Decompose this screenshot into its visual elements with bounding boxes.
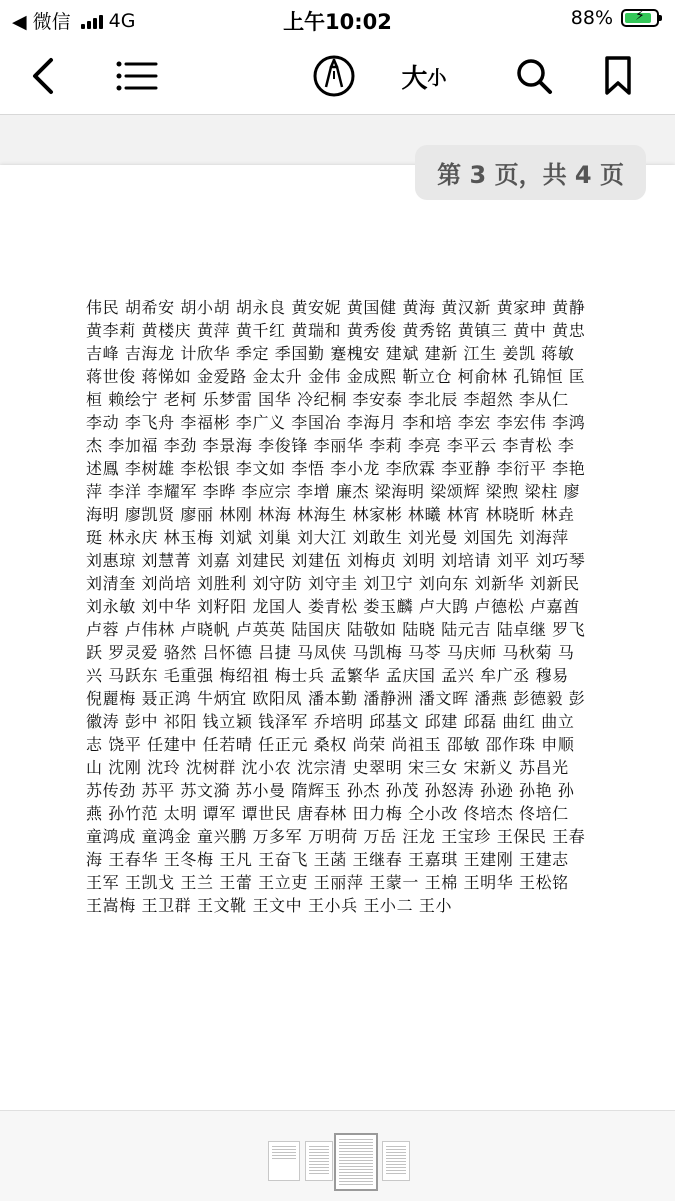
outline-button[interactable] bbox=[112, 54, 160, 98]
annotate-button[interactable] bbox=[310, 54, 358, 98]
page-indicator: 第 3 页，共 4 页 bbox=[415, 145, 646, 200]
bookmark-button[interactable] bbox=[598, 54, 638, 98]
thumbnail-page-2[interactable] bbox=[305, 1141, 333, 1181]
toolbar bbox=[0, 38, 675, 115]
page-text: 伟民 胡希安 胡小胡 胡永良 黄安妮 黄国健 黄海 黄汉新 黄家珅 黄静 黄李莉 黄楼庆 黄萍 黄千红 黄瑞和 黄秀俊 黄秀铭 黄镇三 黄中 黄忠 吉峰 吉海龙 计欣华 季定 季国勤 蹇槐安 建斌 建新 江生 姜凯 蒋敏 蒋世俊 蒋悌如 金爱路 金太升 金伟 金成熙 靳立仓 柯俞林 孔锦恒 匡桓 赖绘宁 老柯 乐梦雷 国华 冷纪桐 李安泰 李北辰 李超然 李从仁 李动 李飞舟 李福彬 李广义 李国冶 李海月 李和培 李宏 李宏伟 李鸿杰 李加福 李劲 李景海 李俊锋 李丽华 李莉 李亮 李平云 李青松 李述鳳 李树雄 李松银 李文如 李悟 李小龙 李欣霖 李亚静 李衍平 李艳萍 李洋 李耀军 李晔 李应宗 李增 廉杰 梁海明 梁颂辉 梁煦 梁柱 廖海明 廖凯贤 廖丽 林刚 林海 林海生 林家彬 林曦 林宵 林晓昕 林垚珽 林永庆 林玉梅 刘斌 刘巢 刘大江 刘敢生 刘光曼 刘国先 刘海萍 刘惠琼 刘慧菁 刘嘉 刘建民 刘建伍 刘梅贞 刘明 刘培请 刘平 刘巧琴 刘清奎 刘尚培 刘胜利 刘守防 刘守圭 刘卫宁 刘向东 刘新华 刘新民 刘永敏 刘中华 刘籽阳 龙国人 娄青松 娄玉麟 卢大鹍 卢德松 卢嘉酋 卢蓉 卢伟林 卢晓帆 卢英英 陆国庆 陆敬如 陆晓 陆元吉 陆卓继 罗飞跃 罗灵爱 骆然 吕怀德 吕捷 马凤侠 马凯梅 马苓 马庆师 马秋菊 马兴 马跃东 毛重强 梅绍祖 梅士兵 孟繁华 孟庆国 孟兴 牟广丞 穆易 倪麗梅 聂正鸿 牛炳宜 欧阳凤 潘本勤 潘静洲 潘文晖 潘燕 彭德毅 彭徽涛 彭中 祁阳 钱立颖 钱泽军 乔培明 邱基文 邱建 邱磊 曲红 曲立志 饶平 任建中 任若晴 任正元 桑权 尚荣 尚祖玉 邵敏 邵作珠 申顺山 沈刚 沈玲 沈树群 沈小农 沈宗清 史翠明 宋三女 宋新义 苏昌光 苏传劲 苏平 苏文漪 苏小曼 隋辉玉 孙杰 孙茂 孙怒涛 孙逊 孙艳 孙燕 孙竹范 太明 谭军 谭世民 唐春林 田力梅 仝小改 佟培杰 佟培仁 童鸿成 童鸿金 童兴鹏 万多军 万明荷 万岳 汪龙 王宝珍 王保民 王春海 王春华 王冬梅 王凡 王奋飞 王菡 王继春 王嘉琪 王建刚 王建志 王军 王凯戈 王兰 王蕾 王立吏 王丽萍 王蒙一 王棉 王明华 王松铭 王嵩梅 王卫群 王文靴 王文中 王小兵 王小二 王小 bbox=[86, 298, 586, 915]
font-size-button[interactable] bbox=[394, 54, 454, 98]
bookmark-icon bbox=[603, 55, 633, 97]
thumbnail-page-4[interactable] bbox=[382, 1141, 410, 1181]
document-viewer[interactable] bbox=[0, 115, 675, 1110]
font-size-big: 大 bbox=[401, 63, 428, 94]
pen-icon bbox=[312, 54, 356, 98]
document-page[interactable] bbox=[0, 165, 675, 1151]
back-icon bbox=[29, 56, 59, 96]
list-icon bbox=[114, 58, 158, 94]
status-bar bbox=[0, 0, 675, 38]
thumbnail-page-3[interactable] bbox=[334, 1133, 378, 1191]
back-button[interactable] bbox=[22, 54, 66, 98]
search-button[interactable] bbox=[510, 54, 558, 98]
battery-percent: 88% bbox=[570, 7, 613, 29]
battery-icon: ⚡ bbox=[621, 9, 659, 27]
font-size-small: 小 bbox=[427, 66, 447, 89]
back-to-app[interactable]: ◀ 微信 bbox=[12, 11, 71, 33]
search-icon bbox=[514, 56, 554, 96]
status-right bbox=[571, 7, 659, 29]
status-time: 上午10:02 bbox=[283, 10, 392, 34]
network-type: 4G bbox=[108, 9, 136, 32]
thumbnail-page-1[interactable] bbox=[268, 1141, 300, 1181]
thumbnail-bar bbox=[0, 1110, 675, 1201]
